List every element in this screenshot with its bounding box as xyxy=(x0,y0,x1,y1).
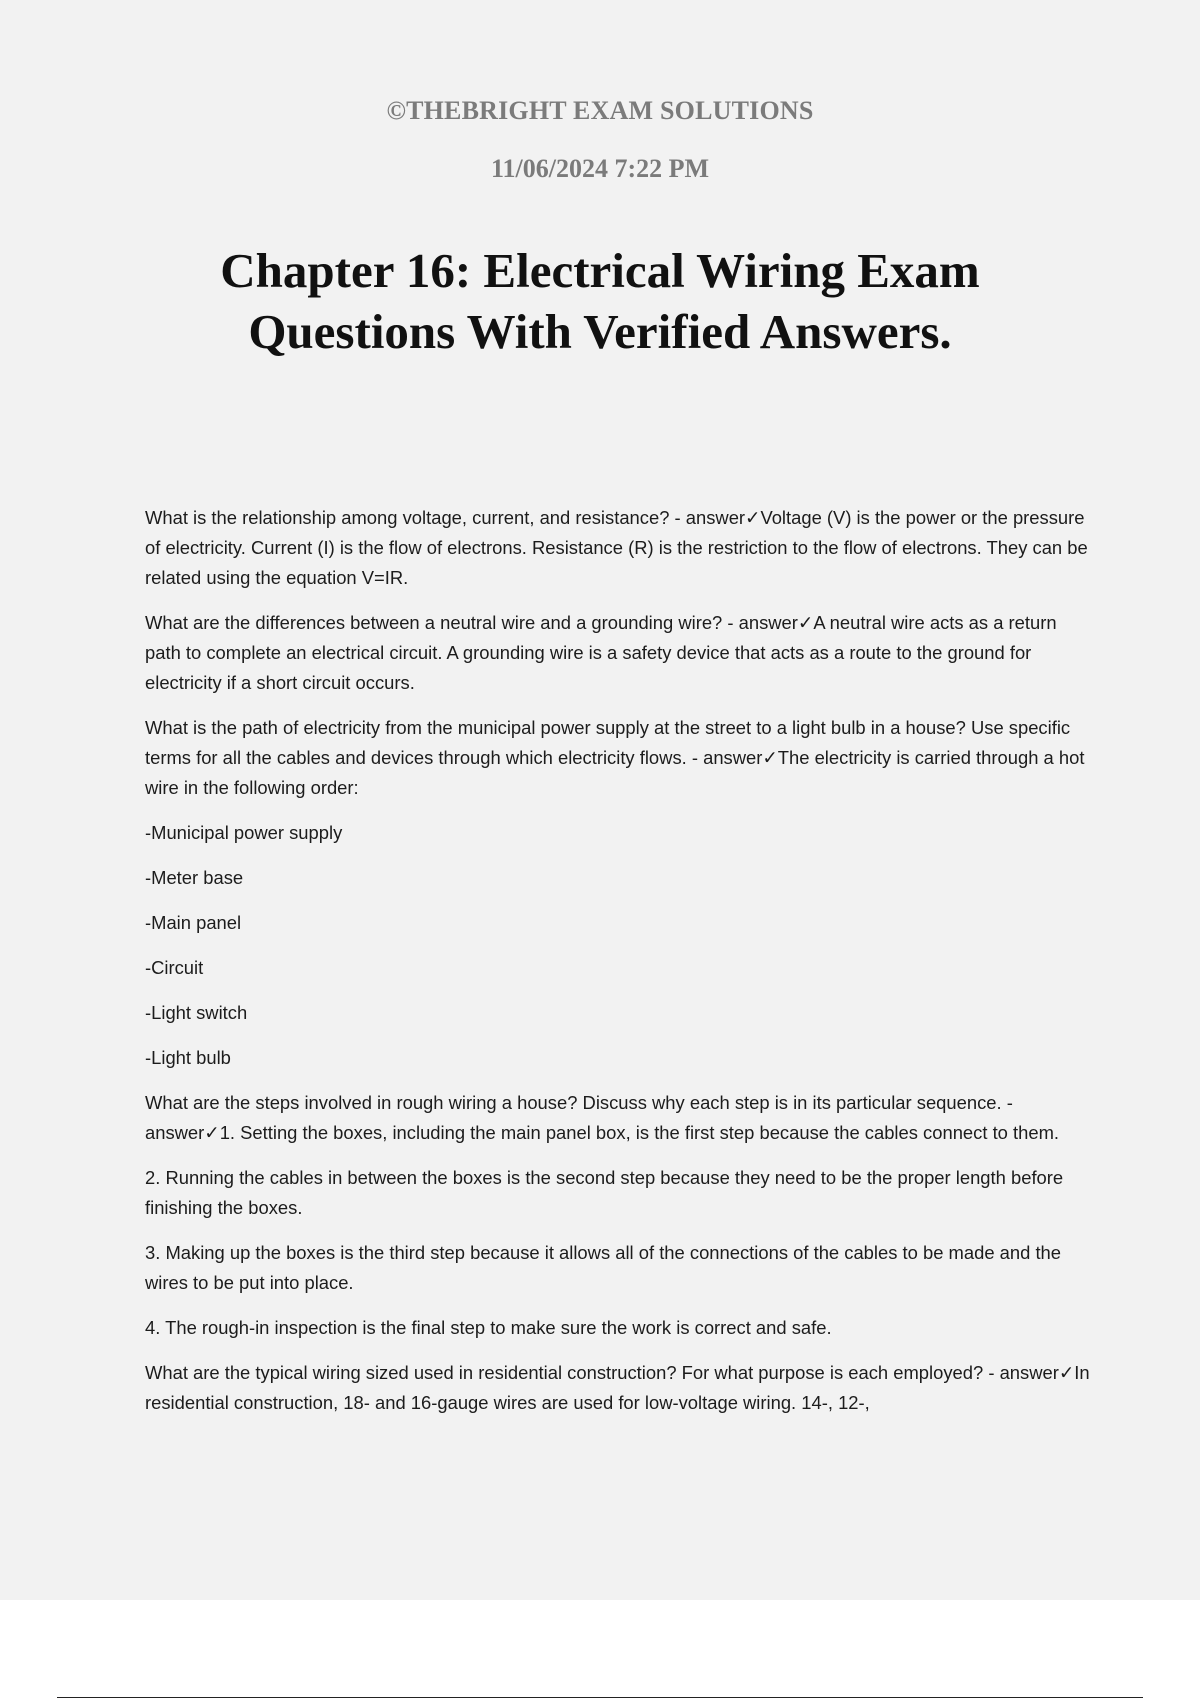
list-item: -Main panel xyxy=(145,912,242,933)
qa-content xyxy=(145,503,1090,1433)
qa-paragraph: What is the relationship among voltage, current, and resistance? - answer✓Voltage (V) is the power or the pressure of electricity. Current (I) is the flow of electrons. Resistance (R) is the restriction to the flow of electrons. They can be related using the equation V=IR. xyxy=(145,507,1088,588)
footer-rule xyxy=(57,1697,1143,1698)
list-item: -Meter base xyxy=(145,867,244,888)
title-line-1: Chapter 16: Electrical Wiring Exam xyxy=(220,243,980,298)
title-line-2: Questions With Verified Answers. xyxy=(248,304,952,359)
qa-paragraph: What are the typical wiring sized used in residential construction? For what purpose is each employed? - answer✓In residential construction, 18- and 16-gauge wires are used for low-voltage wiring. 14-, 12-, xyxy=(145,1362,1090,1413)
qa-paragraph: What are the differences between a neutral wire and a grounding wire? - answer✓A neutral wire acts as a return path to complete an electrical circuit. A grounding wire is a safety device that acts as a route to the ground for electricity if a short circuit occurs. xyxy=(145,612,1057,693)
qa-paragraph: What is the path of electricity from the municipal power supply at the street to a light bulb in a house? Use specific terms for all the cables and devices through which electricity flows. - answer✓The electricity is carried through a hot wire in the following order: xyxy=(145,717,1085,798)
list-item: -Municipal power supply xyxy=(145,822,343,843)
list-item: -Light bulb xyxy=(145,1047,231,1068)
brand-header: ©THEBRIGHT EXAM SOLUTIONS xyxy=(386,96,814,125)
list-item: -Circuit xyxy=(145,957,204,978)
qa-paragraph: 4. The rough-in inspection is the final step to make sure the work is correct and safe. xyxy=(145,1317,832,1338)
qa-paragraph: 3. Making up the boxes is the third step because it allows all of the connections of the cables to be made and the wires to be put into place. xyxy=(145,1242,1062,1293)
document-date: 11/06/2024 7:22 PM xyxy=(490,154,710,183)
list-item: -Light switch xyxy=(145,1002,248,1023)
document-title xyxy=(100,240,1100,362)
qa-paragraph: 2. Running the cables in between the boxes is the second step because they need to be the proper length before finishing the boxes. xyxy=(145,1167,1064,1218)
qa-paragraph: What are the steps involved in rough wiring a house? Discuss why each step is in its particular sequence. - answer✓1. Setting the boxes, including the main panel box, is the first step because the cables connect to them. xyxy=(145,1092,1060,1143)
